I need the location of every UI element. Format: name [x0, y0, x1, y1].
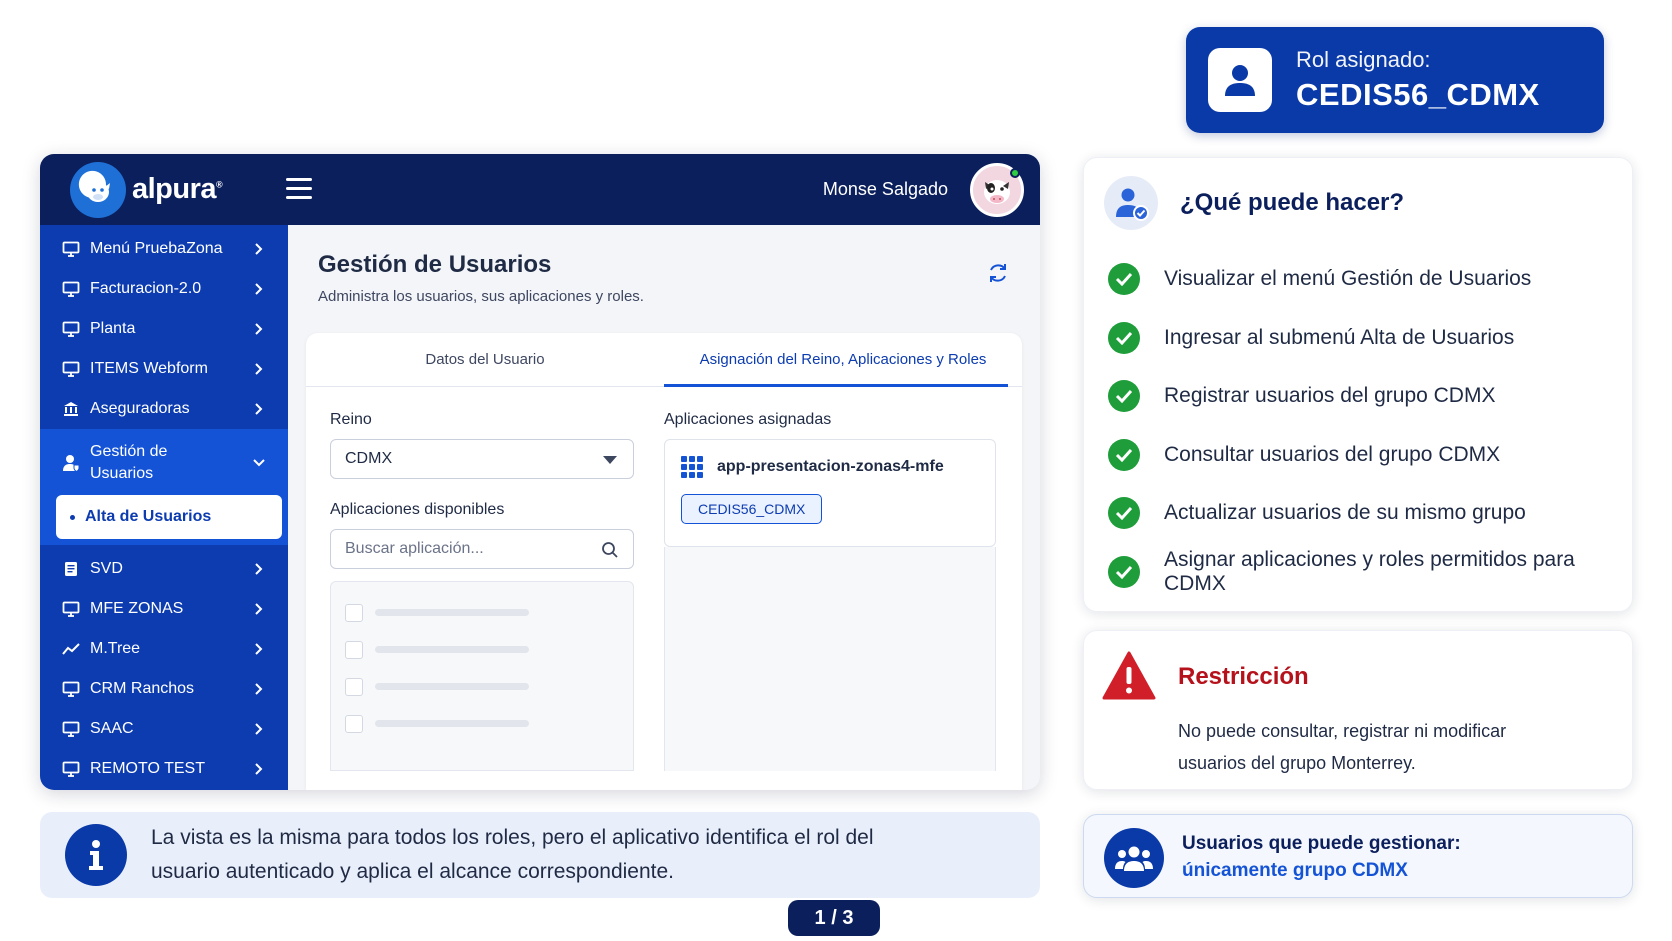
chevron-right-icon	[250, 400, 268, 418]
sidebar-item-saac[interactable]	[40, 709, 288, 749]
apps-available-label: Aplicaciones disponibles	[330, 501, 505, 518]
group-label-line1: Gestión de	[90, 443, 168, 460]
restriction-line1: No puede consultar, registrar ni modificar	[1178, 721, 1507, 741]
permission-text: Asignar aplicaciones y roles permitidos para CDMX	[1164, 547, 1575, 595]
assigned-app-card[interactable]	[664, 439, 996, 547]
bullet-icon	[70, 515, 75, 520]
assigned-app-name: app-presentacion-zonas4-mfe	[717, 458, 944, 475]
sidebar-item-mfe-zonas[interactable]	[40, 589, 288, 629]
user-name: Monse Salgado	[822, 179, 948, 199]
role-label: Rol asignado:	[1296, 47, 1431, 72]
info-banner	[40, 812, 1040, 898]
chevron-down-icon	[250, 454, 268, 472]
permission-item	[1108, 250, 1632, 309]
page-indicator[interactable]: 1 / 3	[788, 900, 880, 936]
sidebar-item-label: SAAC	[90, 720, 134, 737]
brand-name: alpura	[132, 173, 217, 205]
reino-label: Reino	[330, 411, 372, 428]
skeleton-bar	[375, 609, 529, 616]
list-item	[331, 631, 633, 668]
list-item	[331, 594, 633, 631]
sidebar-item-crm-ranchos[interactable]	[40, 669, 288, 709]
reino-select[interactable]	[330, 439, 634, 479]
app-window	[40, 154, 1040, 790]
check-circle-icon	[1108, 497, 1140, 529]
sidebar-item-label: Aseguradoras	[90, 400, 190, 417]
hamburger-menu-icon[interactable]	[286, 178, 312, 200]
manageable-users-panel	[1083, 814, 1633, 898]
permission-text: Consultar usuarios del grupo CDMX	[1164, 442, 1501, 466]
monitor-icon	[62, 240, 80, 258]
restriction-panel	[1083, 630, 1633, 790]
permission-item	[1108, 367, 1632, 426]
role-chip[interactable]: CEDIS56_CDMX	[681, 494, 822, 524]
caret-down-icon	[603, 456, 617, 464]
checkbox[interactable]	[345, 604, 363, 622]
check-circle-icon	[1108, 380, 1140, 412]
monitor-icon	[62, 360, 80, 378]
check-circle-icon	[1108, 322, 1140, 354]
chevron-right-icon	[250, 720, 268, 738]
check-circle-icon	[1108, 556, 1140, 588]
sidebar-item-m-tree[interactable]	[40, 629, 288, 669]
user-shield-icon	[62, 454, 80, 472]
monitor-icon	[62, 760, 80, 778]
monitor-icon	[62, 320, 80, 338]
tab-asignacion-reino[interactable]: Asignación del Reino, Aplicaciones y Roles	[664, 333, 1022, 386]
apps-assigned-label: Aplicaciones asignadas	[664, 411, 832, 428]
monitor-icon	[62, 600, 80, 618]
sidebar-subitem-alta-usuarios[interactable]	[56, 495, 282, 539]
sidebar-item-label: CRM Ranchos	[90, 680, 195, 697]
page-subtitle: Administra los usuarios, sus aplicaciones y roles.	[318, 288, 644, 305]
sidebar-item-label: MFE ZONAS	[90, 600, 184, 617]
sidebar-item-label: Facturacion-2.0	[90, 280, 202, 297]
sidebar-item-label: SVD	[90, 560, 123, 577]
chevron-right-icon	[250, 360, 268, 378]
alpura-logo[interactable]	[70, 162, 222, 218]
reino-value: CDMX	[345, 450, 393, 467]
subitem-label: Alta de Usuarios	[85, 508, 212, 525]
permission-text: Visualizar el menú Gestión de Usuarios	[1164, 267, 1532, 291]
cow-logo-icon	[70, 162, 126, 218]
monitor-icon	[62, 680, 80, 698]
online-status-dot	[1010, 168, 1020, 178]
group-label-line2: Usuarios	[90, 465, 154, 482]
warning-icon	[1102, 651, 1156, 701]
sidebar-item-label: Menú PruebaZona	[90, 240, 223, 257]
chevron-right-icon	[250, 680, 268, 698]
chart-line-icon	[62, 640, 80, 658]
restriction-title: Restricción	[1178, 663, 1309, 690]
sidebar-item-label: REMOTO TEST	[90, 760, 205, 777]
skeleton-bar	[375, 720, 529, 727]
permissions-title: ¿Qué puede hacer?	[1180, 189, 1405, 216]
registered-mark: ®	[216, 179, 223, 190]
manage-line1: Usuarios que puede gestionar:	[1182, 833, 1461, 854]
verified-user-icon	[1104, 176, 1158, 230]
app-grid-icon	[681, 456, 703, 478]
sidebar-item-gestion-usuarios[interactable]	[40, 433, 288, 493]
info-icon	[65, 824, 127, 886]
permission-text: Actualizar usuarios de su mismo grupo	[1164, 501, 1526, 525]
checkbox[interactable]	[345, 678, 363, 696]
user-avatar[interactable]	[970, 163, 1024, 217]
user-form-card	[306, 333, 1022, 790]
user-icon	[1208, 48, 1272, 112]
sidebar-item-label: Planta	[90, 320, 136, 337]
available-apps-list	[330, 581, 634, 771]
info-line2: usuario autenticado y aplica el alcance correspondiente.	[151, 860, 675, 883]
document-icon	[62, 560, 80, 578]
permission-item	[1108, 426, 1632, 485]
bank-icon	[62, 400, 80, 418]
permission-text: Ingresar al submenú Alta de Usuarios	[1164, 325, 1515, 349]
sidebar-item-aseguradoras[interactable]	[40, 389, 288, 429]
tab-bar	[306, 333, 1022, 387]
assigned-empty-area	[664, 547, 996, 771]
left-column	[330, 411, 634, 771]
checkbox[interactable]	[345, 715, 363, 733]
sidebar-item-svd[interactable]	[40, 549, 288, 589]
tab-datos-usuario[interactable]: Datos del Usuario	[425, 351, 545, 368]
check-circle-icon	[1108, 439, 1140, 471]
manage-line2: únicamente grupo CDMX	[1182, 860, 1408, 881]
search-field[interactable]	[330, 529, 634, 569]
permissions-panel	[1083, 157, 1633, 612]
role-value: CEDIS56_CDMX	[1296, 77, 1540, 112]
right-column	[664, 411, 996, 771]
sidebar-item-remoto-test[interactable]	[40, 749, 288, 789]
search-icon[interactable]	[601, 541, 619, 559]
check-circle-icon	[1108, 263, 1140, 295]
sidebar-item-men-pruebazona[interactable]	[40, 229, 288, 269]
sidebar-item-items-webform[interactable]	[40, 349, 288, 389]
sidebar-item-planta[interactable]	[40, 309, 288, 349]
sidebar	[40, 225, 288, 790]
skeleton-bar	[375, 683, 529, 690]
info-line1: La vista es la misma para todos los roles, pero el aplicativo identifica el rol del	[151, 826, 874, 849]
page-title: Gestión de Usuarios	[318, 251, 552, 278]
permission-item	[1108, 543, 1632, 602]
assigned-role-badge	[1186, 27, 1604, 133]
permissions-list	[1108, 250, 1632, 601]
chevron-right-icon	[250, 240, 268, 258]
permission-text: Registrar usuarios del grupo CDMX	[1164, 384, 1496, 408]
sidebar-item-label: ITEMS Webform	[90, 360, 208, 377]
monitor-icon	[62, 720, 80, 738]
search-app-input[interactable]	[345, 540, 585, 558]
top-bar	[40, 154, 1040, 225]
main-content	[288, 225, 1040, 790]
chevron-right-icon	[250, 600, 268, 618]
monitor-icon	[62, 280, 80, 298]
chevron-right-icon	[250, 560, 268, 578]
users-group-icon	[1104, 828, 1164, 888]
list-item	[331, 705, 633, 742]
chevron-right-icon	[250, 280, 268, 298]
chevron-right-icon	[250, 320, 268, 338]
skeleton-bar	[375, 646, 529, 653]
sidebar-item-label: M.Tree	[90, 640, 141, 657]
permission-item	[1108, 309, 1632, 368]
list-item	[331, 668, 633, 705]
chevron-right-icon	[250, 640, 268, 658]
sidebar-item-facturacion-2-0[interactable]	[40, 269, 288, 309]
restriction-line2: usuarios del grupo Monterrey.	[1178, 753, 1416, 773]
permission-item	[1108, 484, 1632, 543]
refresh-icon[interactable]	[986, 261, 1010, 285]
chevron-right-icon	[250, 760, 268, 778]
sidebar-group-gestion-usuarios[interactable]	[40, 429, 288, 545]
checkbox[interactable]	[345, 641, 363, 659]
